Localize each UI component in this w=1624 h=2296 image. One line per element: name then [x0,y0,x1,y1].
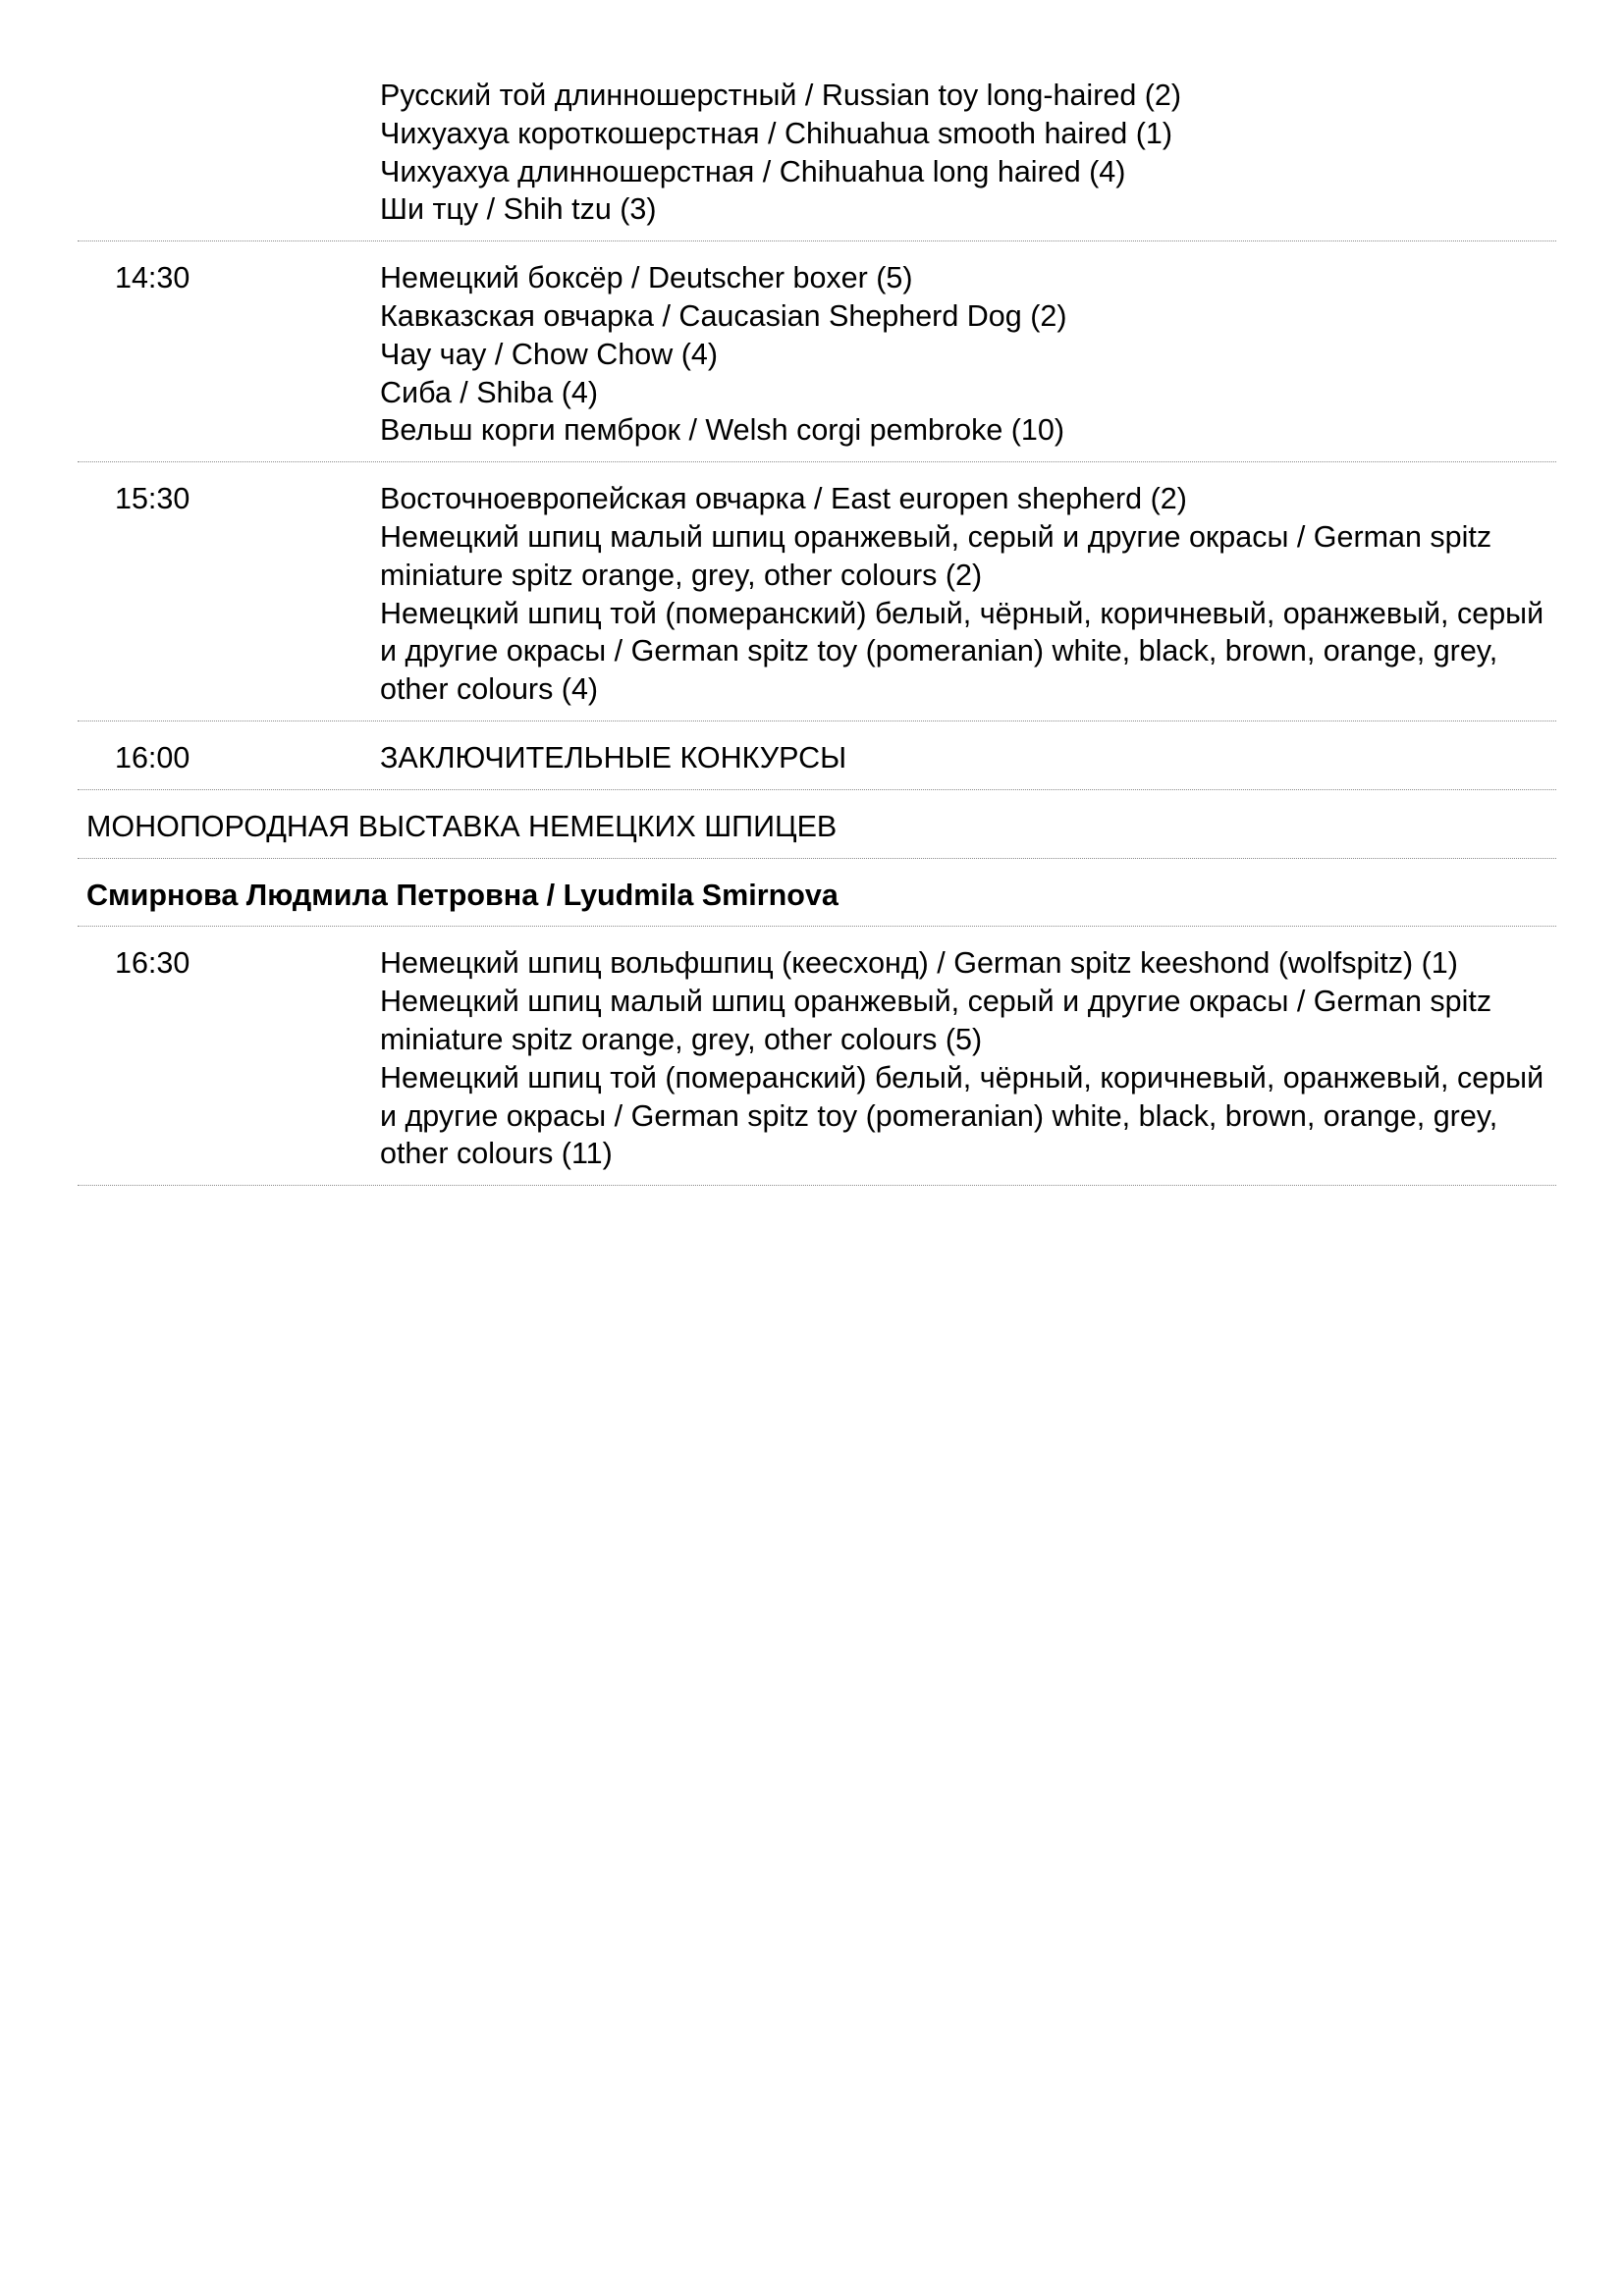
breed-entry: Немецкий шпиц той (померанский) белый, чёрный, коричневый, оранжевый, серый и другие окрасы / German spitz toy (pomeranian) white, black, brown, orange, grey, other colours (11) [380,1060,1552,1171]
breed-entry: Немецкий шпиц той (померанский) белый, чёрный, коричневый, оранжевый, серый и другие окрасы / German spitz toy (pomeranian) white, black, brown, orange, grey, other colours (4) [380,596,1552,707]
breed-entry: Ши тцу / Shih tzu (3) [380,192,657,227]
schedule-row [78,944,1556,1186]
breed-entry: Вельш корги пемброк / Welsh corgi pembroke (10) [380,413,1065,448]
schedule-row [78,77,1556,241]
breed-list [380,739,1556,777]
breed-entry: Восточноевропейская овчарка / East europen shepherd (2) [380,482,1187,516]
schedule-row [78,259,1556,462]
breed-entry: Чихуахуа длинношерстная / Chihuahua long haired (4) [380,154,1126,188]
breed-entry: Чихуахуа короткошерстная / Chihuahua smooth haired (1) [380,116,1172,150]
breed-entry: Русский той длинношерстный / Russian toy long-haired (2) [380,79,1182,112]
breed-list [380,480,1556,709]
breed-entry: Кавказская овчарка / Caucasian Shepherd Dog (2) [380,298,1067,333]
breed-entry: Немецкий шпиц малый шпиц оранжевый, серый и другие окрасы / German spitz miniature spitz orange, grey, other colours (2) [380,519,1500,592]
schedule-row [78,739,1556,790]
judge-name: Смирнова Людмила Петровна / Lyudmila Smirnova [78,877,1556,928]
breed-entry: Немецкий шпиц вольфшпиц (кеесхонд) / German spitz keeshond (wolfspitz) (1) [380,946,1458,981]
schedule [78,77,1556,1203]
breed-entry: Немецкий шпиц малый шпиц оранжевый, серый и другие окрасы / German spitz miniature spitz orange, grey, other colours (5) [380,985,1500,1056]
breed-list [380,944,1556,1173]
breed-entry: Чау чау / Chow Chow (4) [380,337,719,371]
breed-entry: Немецкий боксёр / Deutscher boxer (5) [380,261,913,295]
final-contests-label: ЗАКЛЮЧИТЕЛЬНЫЕ КОНКУРСЫ [380,740,847,774]
row-time: 16:30 [115,946,190,981]
row-time: 15:30 [115,482,190,516]
section-title: МОНОПОРОДНАЯ ВЫСТАВКА НЕМЕЦКИХ ШПИЦЕВ [78,808,1556,859]
row-time: 16:00 [115,740,190,774]
breed-entry: Сиба / Shiba (4) [380,375,598,409]
breed-list [380,77,1556,229]
row-time: 14:30 [115,261,190,295]
breed-list [380,259,1556,450]
schedule-row [78,480,1556,721]
